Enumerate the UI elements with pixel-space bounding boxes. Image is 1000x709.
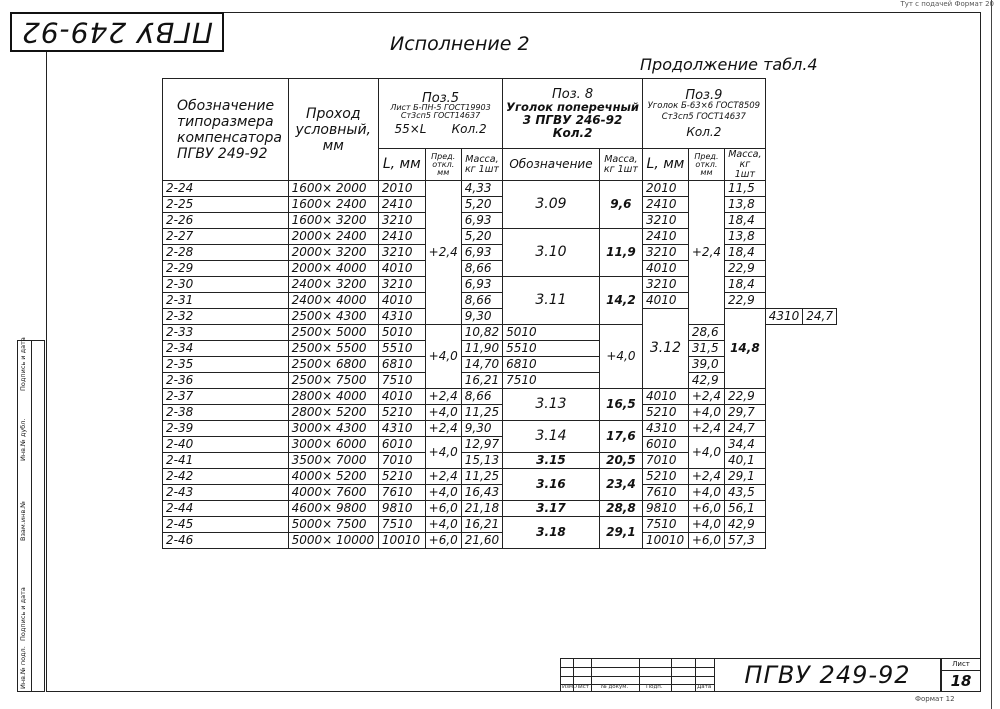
row-passage: 2000× 2400 (288, 229, 378, 245)
row-L5: 6810 (378, 357, 425, 373)
pos8-oboz-8: 3.16 (503, 469, 600, 501)
tol9-group1: +2,4 (688, 181, 724, 325)
row-passage: 2000× 4000 (288, 261, 378, 277)
row-mass9: 31,5 (688, 341, 724, 357)
sub-mass9: Масса, кг 1шт (725, 149, 766, 181)
row-mass5: 9,30 (461, 421, 502, 437)
row-L9: 3210 (642, 277, 688, 293)
row-L9: 4310 (765, 309, 803, 325)
header-pos8 (503, 79, 643, 149)
row-mass5: 8,66 (461, 389, 502, 405)
row-code: 2-38 (163, 405, 289, 421)
row-code: 2-43 (163, 485, 289, 501)
row-passage: 2500× 7500 (288, 373, 378, 389)
pos9-spec2: Ст3сп5 ГОСТ14637 (661, 111, 746, 122)
row-code: 2-32 (163, 309, 289, 325)
row-L9: 10010 (642, 533, 688, 549)
sub-tol9: Пред. откл. мм (688, 149, 724, 181)
strip-label-4: Инв.№ дубл. (19, 418, 27, 461)
sub-L9: L, мм (642, 149, 688, 181)
tol9-group3: +4,0 (688, 437, 724, 469)
row-code: 2-33 (163, 325, 289, 341)
pos8-mass-2: 11,9 (599, 229, 642, 277)
row-code: 2-39 (163, 421, 289, 437)
row-passage: 2500× 5500 (288, 341, 378, 357)
pos8-oboz-2: 3.10 (503, 229, 600, 277)
pos8-mass-4: 14,8 (725, 309, 766, 389)
pos5-spec2: Ст3сп5 ГОСТ14637 (400, 110, 481, 120)
row-L9: 5510 (503, 341, 600, 357)
row-code: 2-28 (163, 245, 289, 261)
pos8-mass-6: 17,6 (599, 421, 642, 453)
row-mass9: 24,7 (725, 421, 766, 437)
row-passage: 5000× 7500 (288, 517, 378, 533)
pos8-mass-9: 28,8 (599, 501, 642, 517)
row-L9: 6010 (642, 437, 688, 453)
row-tol9: +4,0 (688, 517, 724, 533)
row-code: 2-44 (163, 501, 289, 517)
row-tol9: +2,4 (688, 421, 724, 437)
row-tol5: +6,0 (425, 501, 461, 517)
row-mass9: 40,1 (725, 453, 766, 469)
variant-title: Исполнение 2 (390, 33, 530, 55)
row-L5: 5010 (378, 325, 425, 341)
row-L5: 2410 (378, 229, 425, 245)
header-pos5 (378, 79, 502, 149)
row-mass9: 18,4 (725, 245, 766, 261)
title-block-doc-code: ПГВУ 249-92 (715, 658, 941, 692)
pos8-mass-10: 29,1 (599, 517, 642, 549)
row-mass9: 42,9 (688, 373, 724, 389)
row-code: 2-37 (163, 389, 289, 405)
tb-col-date: Дата (697, 684, 712, 690)
row-tol5: +4,0 (425, 405, 461, 421)
row-mass9: 13,8 (725, 229, 766, 245)
pos8-oboz-10: 3.18 (503, 517, 600, 549)
row-mass5: 5,20 (461, 229, 502, 245)
row-L5: 7010 (378, 453, 425, 469)
row-tol9: +2,4 (688, 389, 724, 405)
row-mass5: 6,93 (461, 277, 502, 293)
row-mass5: 6,93 (461, 245, 502, 261)
row-tol9: +6,0 (688, 533, 724, 549)
row-passage: 2400× 4000 (288, 293, 378, 309)
row-L9: 5010 (503, 325, 600, 341)
tb-col-sign: Подп. (646, 684, 663, 690)
sub-mass8: Масса, кг 1шт (599, 149, 642, 181)
row-passage: 2500× 5000 (288, 325, 378, 341)
row-passage: 1600× 2400 (288, 197, 378, 213)
row-mass9: 34,4 (725, 437, 766, 453)
top-right-note: Тут с подачей Формат 20 (900, 0, 994, 8)
strip-label-5: Подпись и дата (19, 337, 27, 391)
row-L9: 2410 (642, 229, 688, 245)
pos8-oboz-1: 3.09 (503, 181, 600, 229)
tol5-group2: +4,0 (425, 325, 461, 389)
tol5-group1: +2,4 (425, 181, 461, 325)
row-passage: 2800× 4000 (288, 389, 378, 405)
row-mass5: 11,90 (461, 341, 502, 357)
pos9-qty: Кол.2 (686, 124, 722, 139)
left-margin-strip (17, 337, 45, 692)
strip-label-2: Подпись и дата (19, 587, 27, 641)
tol5-group3: +4,0 (425, 437, 461, 469)
row-mass9: 24,7 (803, 309, 837, 325)
tb-col-doc: № докум. (601, 684, 629, 690)
row-mass9: 28,6 (688, 325, 724, 341)
row-L9: 7510 (642, 517, 688, 533)
row-mass9: 11,5 (725, 181, 766, 197)
row-passage: 2000× 3200 (288, 245, 378, 261)
pos5-spec1: Лист Б-ПН-5 ГОСТ19903 (390, 102, 491, 112)
row-passage: 4600× 9800 (288, 501, 378, 517)
row-code: 2-25 (163, 197, 289, 213)
rotated-doc-code: ПГВУ 249-92 (20, 15, 213, 49)
row-code: 2-30 (163, 277, 289, 293)
row-L5: 7510 (378, 517, 425, 533)
row-L5: 4310 (378, 421, 425, 437)
sub-mass5: Масса, кг 1шт (461, 149, 502, 181)
row-code: 2-27 (163, 229, 289, 245)
row-code: 2-26 (163, 213, 289, 229)
row-L5: 3210 (378, 277, 425, 293)
rotated-doc-stamp (10, 12, 224, 52)
header-designation: Обозначение типоразмера компенсатора ПГВУ 249-92 (163, 79, 289, 181)
sheet-number-box (941, 658, 981, 692)
revision-grid (560, 658, 715, 692)
row-tol9: +4,0 (688, 485, 724, 501)
row-mass5: 8,66 (461, 293, 502, 309)
row-mass5: 10,82 (461, 325, 502, 341)
row-mass9: 39,0 (688, 357, 724, 373)
row-tol5: +4,0 (425, 517, 461, 533)
row-passage: 2400× 3200 (288, 277, 378, 293)
row-L5: 9810 (378, 501, 425, 517)
row-mass5: 9,30 (461, 309, 502, 325)
row-mass5: 16,21 (461, 373, 502, 389)
row-mass5: 6,93 (461, 213, 502, 229)
tb-col-izm: Изм. (562, 684, 575, 690)
row-code: 2-41 (163, 453, 289, 469)
row-tol5: +2,4 (425, 421, 461, 437)
row-mass5: 11,25 (461, 405, 502, 421)
pos8-qty: Кол.2 (552, 125, 593, 140)
row-mass9: 56,1 (725, 501, 766, 517)
row-tol9: +6,0 (688, 501, 724, 517)
row-mass9: 22,9 (725, 293, 766, 309)
row-mass9: 43,5 (725, 485, 766, 501)
row-code: 2-34 (163, 341, 289, 357)
sub-L5: L, мм (378, 149, 425, 181)
table-continuation: Продолжение табл.4 (640, 55, 818, 74)
row-passage: 4000× 7600 (288, 485, 378, 501)
pos8-oboz-5: 3.13 (503, 389, 600, 421)
sheet-label: Лист (942, 659, 980, 671)
row-L5: 5210 (378, 405, 425, 421)
row-L9: 4310 (642, 421, 688, 437)
pos8-oboz-3: 3.11 (503, 277, 600, 325)
pos8-mass-3: 14,2 (599, 277, 642, 325)
row-code: 2-45 (163, 517, 289, 533)
row-L9: 4010 (642, 293, 688, 309)
row-L9: 3210 (642, 213, 688, 229)
pos8-doc: 3 ПГВУ 246-92 (522, 112, 623, 127)
row-L5: 6010 (378, 437, 425, 453)
row-passage: 5000× 10000 (288, 533, 378, 549)
row-L5: 10010 (378, 533, 425, 549)
row-L9: 5210 (642, 469, 688, 485)
row-code: 2-46 (163, 533, 289, 549)
row-mass9: 57,3 (725, 533, 766, 549)
tb-col-list: Лист (575, 684, 589, 690)
row-mass9: 29,7 (725, 405, 766, 421)
row-L9: 2010 (642, 181, 688, 197)
pos8-oboz-6: 3.14 (503, 421, 600, 453)
sheet-number: 18 (950, 672, 972, 690)
row-mass5: 4,33 (461, 181, 502, 197)
row-code: 2-29 (163, 261, 289, 277)
row-passage: 2500× 6800 (288, 357, 378, 373)
pos8-oboz-9: 3.17 (503, 501, 600, 517)
spec-table (162, 78, 837, 549)
row-tol5: +2,4 (425, 389, 461, 405)
pos8-oboz-7: 3.15 (503, 453, 600, 469)
row-mass9: 18,4 (725, 277, 766, 293)
row-code: 2-42 (163, 469, 289, 485)
row-mass9: 29,1 (725, 469, 766, 485)
row-tol5: +6,0 (425, 533, 461, 549)
pos8-spec: Уголок поперечный (506, 99, 639, 114)
row-L5: 4010 (378, 261, 425, 277)
row-tol5: +2,4 (425, 469, 461, 485)
row-L9: 5210 (642, 405, 688, 421)
pos9-title: Поз.9 (685, 87, 723, 103)
row-L9: 7010 (642, 453, 688, 469)
row-L9: 4010 (642, 261, 688, 277)
row-passage: 1600× 3200 (288, 213, 378, 229)
pos8-title: Поз. 8 (551, 86, 594, 102)
row-mass5: 21,18 (461, 501, 502, 517)
sheet-edge (991, 0, 992, 709)
row-L5: 4310 (378, 309, 425, 325)
row-L5: 5510 (378, 341, 425, 357)
row-passage: 2800× 5200 (288, 405, 378, 421)
row-mass5: 8,66 (461, 261, 502, 277)
format-note: Формат 12 (915, 695, 955, 703)
pos5-title: Поз.5 (422, 90, 460, 106)
row-tol9: +4,0 (688, 405, 724, 421)
row-L9: 4010 (642, 389, 688, 405)
row-mass5: 16,21 (461, 517, 502, 533)
header-pos9 (642, 79, 765, 149)
title-block (560, 658, 981, 692)
row-L5: 2010 (378, 181, 425, 197)
row-L9: 6810 (503, 357, 600, 373)
row-L5: 3210 (378, 245, 425, 261)
row-passage: 1600× 2000 (288, 181, 378, 197)
row-tol5: +4,0 (425, 485, 461, 501)
row-code: 2-36 (163, 373, 289, 389)
tol9-group2: +4,0 (599, 325, 642, 389)
sub-tol5: Пред. откл. мм (425, 149, 461, 181)
row-passage: 4000× 5200 (288, 469, 378, 485)
header-passage: Проход условный, мм (288, 79, 378, 181)
pos5-qty: Кол.2 (451, 121, 487, 136)
row-mass9: 22,9 (725, 261, 766, 277)
row-tol9: +2,4 (688, 469, 724, 485)
row-mass9: 42,9 (725, 517, 766, 533)
row-mass5: 16,43 (461, 485, 502, 501)
pos5-dims: 55×L (394, 121, 427, 136)
row-L5: 7610 (378, 485, 425, 501)
row-L5: 4010 (378, 389, 425, 405)
row-passage: 3500× 7000 (288, 453, 378, 469)
pos8-mass-5: 16,5 (599, 389, 642, 421)
row-L5: 5210 (378, 469, 425, 485)
row-code: 2-35 (163, 357, 289, 373)
row-L5: 4010 (378, 293, 425, 309)
row-code: 2-24 (163, 181, 289, 197)
row-mass9: 22,9 (725, 389, 766, 405)
row-code: 2-31 (163, 293, 289, 309)
row-mass5: 5,20 (461, 197, 502, 213)
row-mass5: 21,60 (461, 533, 502, 549)
row-mass9: 18,4 (725, 213, 766, 229)
row-L9: 7610 (642, 485, 688, 501)
row-L9: 3210 (642, 245, 688, 261)
row-L9: 2410 (642, 197, 688, 213)
pos8-mass-1: 9,6 (599, 181, 642, 229)
row-mass5: 11,25 (461, 469, 502, 485)
pos8-mass-7: 20,5 (599, 453, 642, 469)
row-L5: 3210 (378, 213, 425, 229)
row-mass5: 12,97 (461, 437, 502, 453)
row-L5: 2410 (378, 197, 425, 213)
row-mass5: 15,13 (461, 453, 502, 469)
row-mass9: 13,8 (725, 197, 766, 213)
row-code: 2-40 (163, 437, 289, 453)
strip-label-1: Инв.№ подл. (19, 646, 27, 689)
pos8-mass-8: 23,4 (599, 469, 642, 501)
row-L5: 7510 (378, 373, 425, 389)
row-passage: 3000× 6000 (288, 437, 378, 453)
row-mass5: 14,70 (461, 357, 502, 373)
sub-designation8: Обозначение (503, 149, 600, 181)
pos8-oboz-4: 3.12 (642, 309, 688, 389)
row-L9: 7510 (503, 373, 600, 389)
row-passage: 3000× 4300 (288, 421, 378, 437)
row-L9: 9810 (642, 501, 688, 517)
pos9-spec1: Уголок Б-63×6 ГОСТ8509 (647, 100, 761, 111)
strip-label-3: Взам.инв.№ (19, 501, 27, 541)
row-passage: 2500× 4300 (288, 309, 378, 325)
